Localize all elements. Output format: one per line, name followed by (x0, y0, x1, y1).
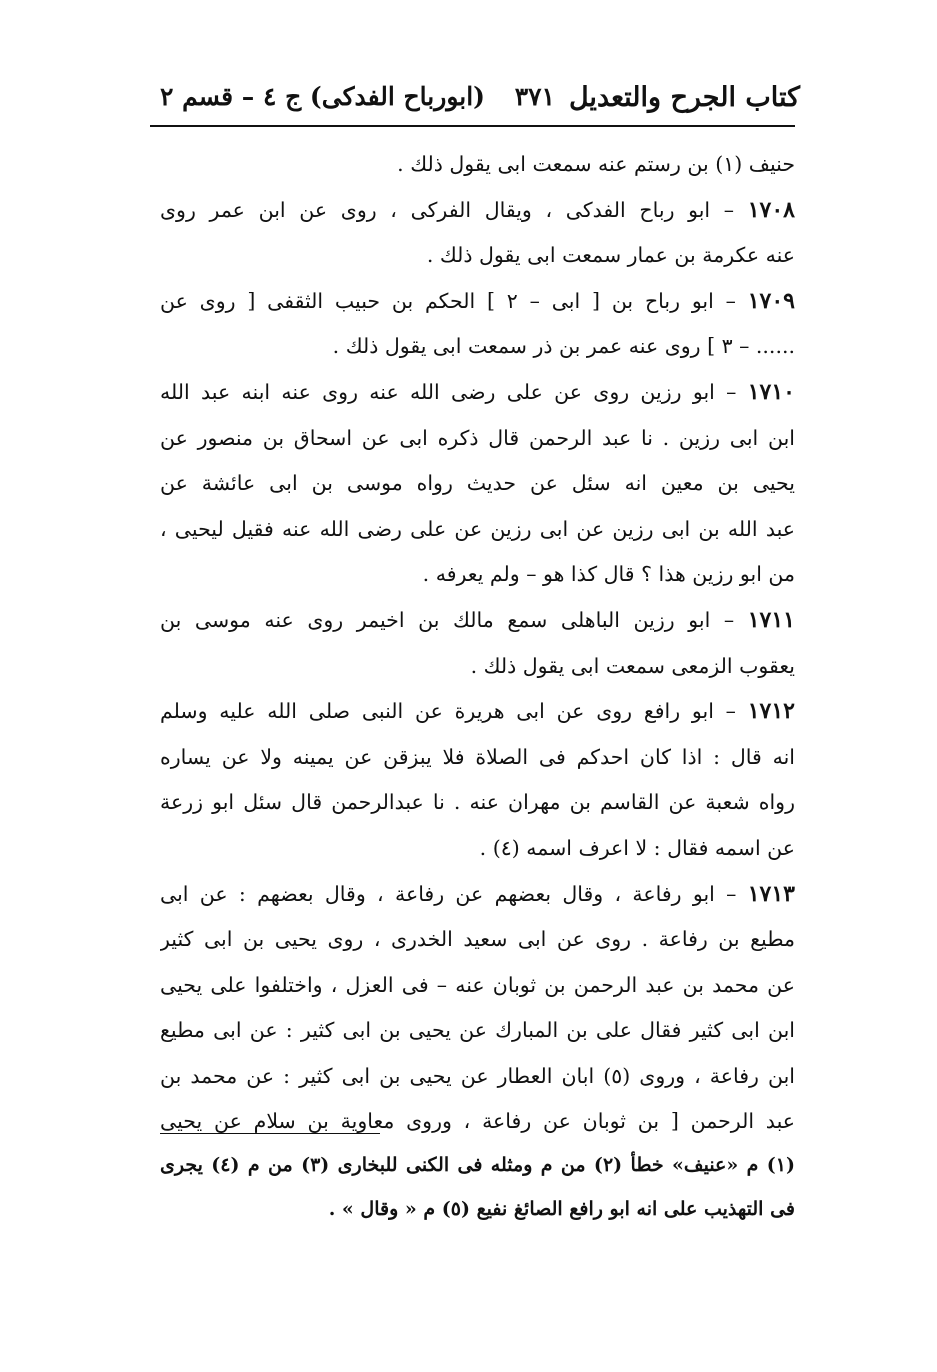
footnote-line: فى التهذيب على انه ابو رافع الصائغ نفيع (٥) م « وقال » . (328, 1198, 795, 1220)
entry-1708-line: ١٧٠٨ – ابو رباح الفدكى ، ويقال الفركى ، روى عن ابن عمر روى (160, 196, 795, 223)
footnote-line: (١) م «عنيف» خطأ (٢) من م ومثله فى الكنى للبخارى (٣) من م (٤) يجرى (160, 1154, 795, 1176)
text-line: حنيف (١) بن رستم عنه سمعت ابى يقول ذلك . (397, 152, 795, 176)
footnote-rule (160, 1133, 380, 1134)
text-line: عن محمد بن عبد الرحمن بن ثوبان عنه – فى العزل ، واختلفوا على يحيى (160, 972, 795, 997)
book-title: كتاب الجرح والتعديل (568, 82, 800, 113)
header-rule (150, 125, 795, 127)
text-line: ابن ابى كثير فقال على بن المبارك عن يحيى بن ابى كثير : عن ابى مطيع (160, 1018, 795, 1043)
text-line: رواه شعبة عن القاسم بن مهران عنه . نا عبدالرحمن قال سئل ابو زرعة (160, 790, 795, 815)
text-line: عبد الرحمن [ بن ثوبان عن رفاعة ، وروى معاوية بن سلام عن يحيى (160, 1109, 795, 1134)
section-label: (ابورباح الفدكى) ج ٤ – قسم ٢ (160, 82, 485, 111)
entry-1713-line: ١٧١٣ – ابو رفاعة ، وقال بعضهم عن رفاعة ، وقال بعضهم : عن ابى (160, 880, 795, 907)
entry-1710-line: ١٧١٠ – ابو رزين روى عن على رضى الله عنه روى عنه ابنه عبد الله (160, 378, 795, 405)
text-line: ابن رفاعة ، وروى (٥) ابان العطار عن يحيى بن ابى كثير : عن محمد بن (160, 1063, 795, 1088)
text-line: عبد الله بن ابى رزين عن ابى رزين عن على رضى الله عنه فقيل ليحيى ، (160, 516, 795, 541)
entry-number: ١٧١٣ (747, 880, 795, 907)
running-header (160, 74, 800, 124)
entry-number: ١٧٠٨ (747, 196, 795, 223)
text-line: عن اسمه فقال : لا اعرف اسمه (٤) . (479, 835, 795, 860)
text-line: مطيع بن رفاعة . روى عن ابى سعيد الخدرى ، روى يحيى بن ابى كثير (160, 927, 795, 952)
entry-number: ١٧١٠ (747, 378, 795, 405)
text-line: يعقوب الزمعى سمعت ابى يقول ذلك . (470, 653, 795, 678)
entry-1711-line: ١٧١١ – ابو رزين الباهلى سمع مالك بن اخيمر روى عنه موسى بن (160, 606, 795, 633)
entry-number: ١٧١١ (747, 606, 795, 633)
footnotes (160, 1143, 795, 1231)
text-line: يحيى بن معين انه سئل عن حديث رواه موسى بن ابى عائشة عن (160, 471, 795, 496)
text-line: من ابو رزين هذا ؟ قال كذا هو – ولم يعرفه . (422, 562, 795, 587)
entry-1712-line: ١٧١٢ – ابو رافع روى عن ابى هريرة عن النبى صلى الله عليه وسلم (160, 698, 795, 725)
entries-body (160, 142, 795, 1145)
text-line: انه قال : اذا كان احدكم فى الصلاة فلا يبزقن عن يمينه ولا عن يساره (160, 744, 795, 769)
entry-1709-line: ١٧٠٩ – ابو رباح بن [ ابى – ٢ ] الحكم بن حبيب الثقفى [ روى عن (160, 287, 795, 314)
entry-number: ١٧١٢ (747, 698, 795, 725)
page-number: ٣٧١ (514, 82, 555, 111)
text-line: ...... – ٣ ] روى عنه عمر بن ذر سمعت ابى يقول ذلك . (332, 334, 795, 359)
text-line: ابن ابى رزين . نا عبد الرحمن قال ذكره ابى عن اسحاق بن منصور عن (160, 425, 795, 450)
text-line: عنه عكرمة بن عمار سمعت ابى يقول ذلك . (426, 243, 795, 268)
entry-number: ١٧٠٩ (747, 287, 795, 314)
